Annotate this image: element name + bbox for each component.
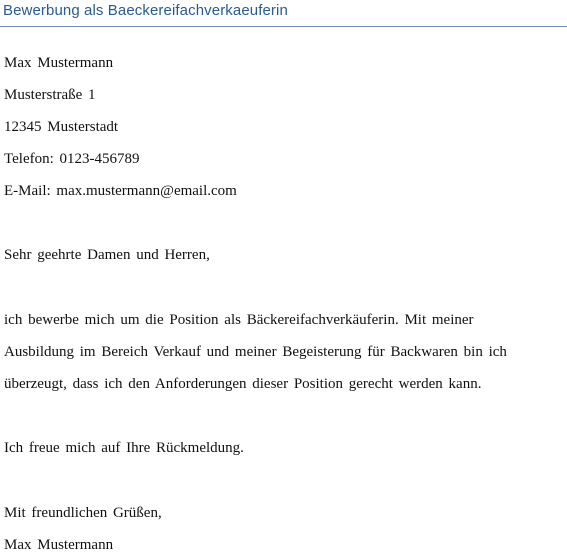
sender-email: E-Mail: max.mustermann@email.com [4, 183, 237, 199]
signature-name: Max Mustermann [4, 537, 114, 553]
document-header [0, 0, 567, 27]
sender-name: Max Mustermann [4, 55, 114, 71]
sender-phone: Telefon: 0123-456789 [4, 151, 140, 167]
document-title: Bewerbung als Baeckereifachverkaeuferin [3, 2, 288, 19]
paragraph-line: ich bewerbe mich um die Position als Bäckereifachverkäuferin. Mit meiner [4, 312, 474, 328]
paragraph-line: überzeugt, dass ich den Anforderungen dieser Position gerecht werden kann. [4, 376, 482, 392]
closing-paragraph: Ich freue mich auf Ihre Rückmeldung. [4, 440, 244, 456]
salutation: Sehr geehrte Damen und Herren, [4, 247, 210, 263]
sender-street: Musterstraße 1 [4, 87, 96, 103]
sender-city: 12345 Musterstadt [4, 119, 119, 135]
paragraph-line: Ausbildung im Bereich Verkauf und meiner Begeisterung für Backwaren bin ich [4, 344, 507, 360]
closing-phrase: Mit freundlichen Grüßen, [4, 505, 162, 521]
